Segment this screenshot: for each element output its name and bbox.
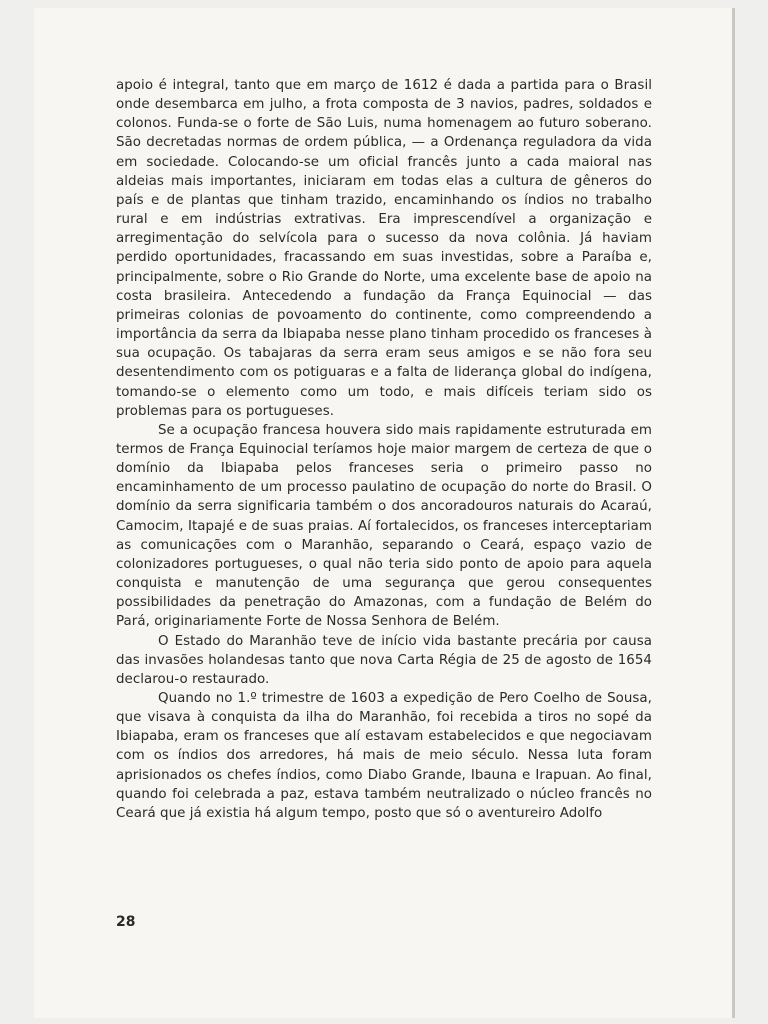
paragraph-1: apoio é integral, tanto que em março de 1612 é dada a partida para o Brasil onde desembarca em julho, a frota composta de 3 navios, padres, soldados e colonos. Funda-se o forte de São Luis, numa homenagem ao futuro soberano. São decretadas normas de ordem pública, — a Ordenança reguladora da vida em sociedade. Colocando-se um oficial francês junto a cada maioral nas aldeias mais importantes, iniciaram em todas elas a cultura de gêneros do país e de plantas que tinham trazido, encaminhando os índios no trabalho rural e em indústrias extrativas. Era imprescendível a organização e arregimentação do selvícola para o sucesso da nova colônia. Já haviam perdido oportunidades, fracassando em suas investidas, sobre a Paraíba e, principalmente, sobre o Rio Grande do Norte, uma excelente base de apoio na costa brasileira. Antecedendo a fundação da França Equinocial — das primeiras colonias de povoamento do continente, como compreendendo a importância da serra da Ibiapaba nesse plano tinham procedido os franceses à sua ocupação. Os tabajaras da serra eram seus amigos e se não fora seu desentendimento com os potiguaras e a falta de liderança global do indígena, tomando-se o elemento como um todo, e mais difíceis teriam sido os problemas para os portugueses. [116, 78, 652, 419]
page-edge [732, 8, 735, 1018]
paragraph-2: Se a ocupação francesa houvera sido mais rapidamente estruturada em termos de França Equinocial teríamos hoje maior margem de certeza de que o domínio da Ibiapaba pelos franceses seria o primeiro passo no encaminhamento de um processo paulatino de ocupação do norte do Brasil. O domínio da serra significaria também o dos ancoradouros naturais do Acaraú, Camocim, Itapajé e de suas praias. Aí fortalecidos, os franceses interceptariam as comunicações com o Maranhão, separando o Ceará, espaço vazio de colonizadores portugueses, o qual não teria sido ponto de apoio para aquela conquista e manutenção de uma segurança que gerou consequentes possibilidades da penetração do Amazonas, com a fundação de Belém do Pará, originariamente Forte de Nossa Senhora de Belém. [116, 422, 652, 630]
body-text [116, 76, 652, 823]
paragraph-4: Quando no 1.º trimestre de 1603 a expedição de Pero Coelho de Sousa, que visava à conquista da ilha do Maranhão, foi recebida a tiros no sopé da Ibiapaba, eram os franceses que alí estavam estabelecidos e que negociavam com os índios dos arredores, há mais de meio século. Nessa luta foram aprisionados os chefes índios, como Diabo Grande, Ibauna e Irapuan. Ao final, quando foi celebrada a paz, estava também neutralizado o núcleo francês no Ceará que já existia há algum tempo, posto que só o aventureiro Adolfo [116, 691, 652, 821]
page-number: 28 [116, 914, 136, 930]
paragraph-3: O Estado do Maranhão teve de início vida bastante precária por causa das invasões holandesas tanto que nova Carta Régia de 25 de agosto de 1654 declarou-o restaurado. [116, 633, 652, 687]
